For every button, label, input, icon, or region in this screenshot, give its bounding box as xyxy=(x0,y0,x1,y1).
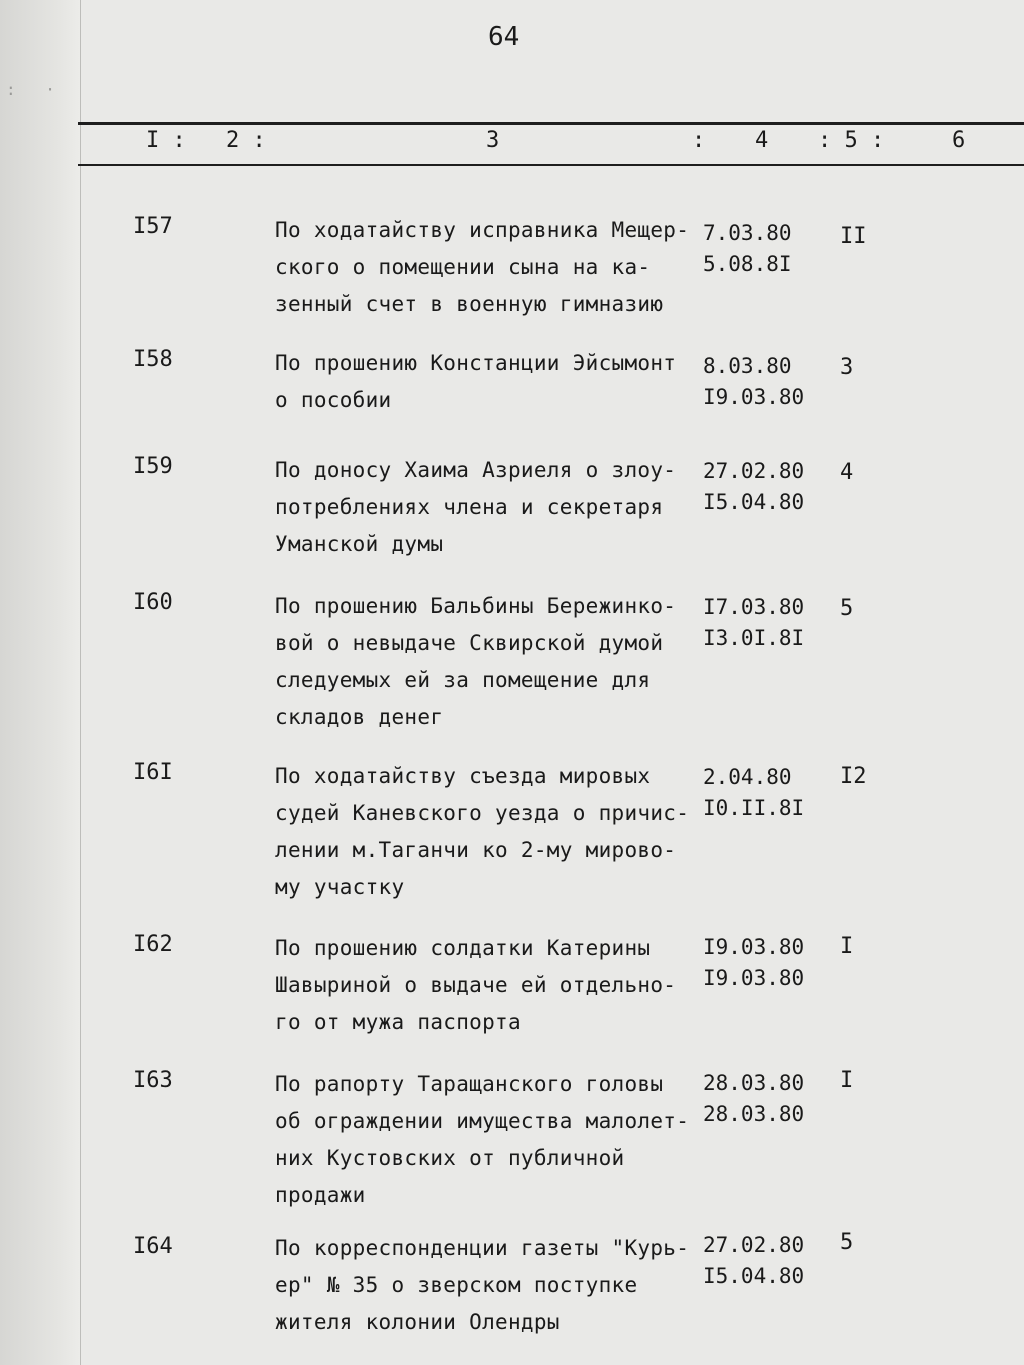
start-date: 2.04.80 xyxy=(703,765,792,789)
entry-description xyxy=(275,1066,715,1214)
sheet-count: 4 xyxy=(840,460,854,485)
description-line: По рапорту Таращанского головы xyxy=(275,1072,664,1096)
entry-dates xyxy=(703,762,804,824)
description-line: По ходатайству исправника Мещер- xyxy=(275,218,690,242)
fold-marks: : · xyxy=(6,80,65,99)
entry-number: I63 xyxy=(133,1068,173,1093)
entry-dates xyxy=(703,592,804,654)
entry-number: I62 xyxy=(133,932,173,957)
sheet-count: I xyxy=(840,1068,854,1093)
description-line: судей Каневского уезда о причис- xyxy=(275,801,690,825)
start-date: 27.02.80 xyxy=(703,459,805,483)
header-col-5: : 5 : xyxy=(818,128,885,153)
header-col-6: 6 xyxy=(952,128,966,153)
entry-description xyxy=(275,758,715,906)
header-top-rule xyxy=(78,122,1024,125)
sheet-count: 3 xyxy=(840,355,854,380)
start-date: I7.03.80 xyxy=(703,595,805,619)
description-line: о пособии xyxy=(275,388,392,412)
description-line: го от мужа паспорта xyxy=(275,1010,521,1034)
sheet-count: 5 xyxy=(840,1230,854,1255)
entry-number: I6I xyxy=(133,760,173,785)
header-col-2: 2 : xyxy=(226,128,266,153)
entry-number: I59 xyxy=(133,454,173,479)
entry-description xyxy=(275,452,715,563)
entry-dates xyxy=(703,351,804,413)
entry-number: I57 xyxy=(133,214,173,239)
description-line: вой о невыдаче Сквирской думой xyxy=(275,631,664,655)
end-date: 28.03.80 xyxy=(703,1102,805,1126)
description-line: продажи xyxy=(275,1183,366,1207)
description-line: По ходатайству съезда мировых xyxy=(275,764,651,788)
entry-dates xyxy=(703,1230,804,1292)
page-number: 64 xyxy=(488,22,520,52)
entry-number: I64 xyxy=(133,1234,173,1259)
end-date: I5.04.80 xyxy=(703,1264,805,1288)
entry-dates xyxy=(703,218,792,280)
description-line: По корреспонденции газеты "Курь- xyxy=(275,1236,690,1260)
sheet-count: I2 xyxy=(840,764,867,789)
entry-dates xyxy=(703,932,804,994)
description-line: Шавыриной о выдаче ей отдельно- xyxy=(275,973,677,997)
description-line: По прошению солдатки Катерины xyxy=(275,936,651,960)
description-line: следуемых ей за помещение для xyxy=(275,668,651,692)
start-date: I9.03.80 xyxy=(703,935,805,959)
description-line: лении м.Таганчи ко 2-му мирово- xyxy=(275,838,677,862)
entry-description xyxy=(275,345,715,419)
description-line: складов денег xyxy=(275,705,444,729)
entry-number: I60 xyxy=(133,590,173,615)
description-line: По прошению Констанции Эйсымонт xyxy=(275,351,677,375)
end-date: I9.03.80 xyxy=(703,385,805,409)
description-line: По прошению Бальбины Бережинко- xyxy=(275,594,677,618)
end-date: I5.04.80 xyxy=(703,490,805,514)
end-date: I0.II.8I xyxy=(703,796,805,820)
end-date: I3.0I.8I xyxy=(703,626,805,650)
bleed-through xyxy=(0,168,1024,208)
description-line: му участку xyxy=(275,875,405,899)
end-date: 5.08.8I xyxy=(703,252,792,276)
description-line: об ограждении имущества малолет- xyxy=(275,1109,690,1133)
description-line: По доносу Хаима Азриеля о злоу- xyxy=(275,458,677,482)
header-sep: : xyxy=(692,128,706,153)
entry-number: I58 xyxy=(133,347,173,372)
entry-dates xyxy=(703,1068,804,1130)
sheet-count: I xyxy=(840,934,854,959)
description-line: потреблениях члена и секретаря xyxy=(275,495,664,519)
description-line: зенный счет в военную гимназию xyxy=(275,292,664,316)
description-line: жителя колонии Олендры xyxy=(275,1310,560,1334)
entry-dates xyxy=(703,456,804,518)
description-line: ер" № 35 о зверском поступке xyxy=(275,1273,638,1297)
entry-description xyxy=(275,930,715,1041)
header-bottom-rule xyxy=(78,164,1024,166)
description-line: Уманской думы xyxy=(275,532,444,556)
header-col-4: 4 xyxy=(755,128,769,153)
binding-fold xyxy=(0,0,81,1365)
entry-description xyxy=(275,588,715,736)
start-date: 27.02.80 xyxy=(703,1233,805,1257)
start-date: 28.03.80 xyxy=(703,1071,805,1095)
sheet-count: II xyxy=(840,224,867,249)
description-line: них Кустовских от публичной xyxy=(275,1146,625,1170)
entry-description xyxy=(275,212,715,323)
start-date: 7.03.80 xyxy=(703,221,792,245)
description-line: ского о помещении сына на ка- xyxy=(275,255,651,279)
start-date: 8.03.80 xyxy=(703,354,792,378)
header-col-3: 3 xyxy=(486,128,500,153)
end-date: I9.03.80 xyxy=(703,966,805,990)
entry-description xyxy=(275,1230,715,1341)
sheet-count: 5 xyxy=(840,596,854,621)
header-col-1: I : xyxy=(146,128,186,153)
